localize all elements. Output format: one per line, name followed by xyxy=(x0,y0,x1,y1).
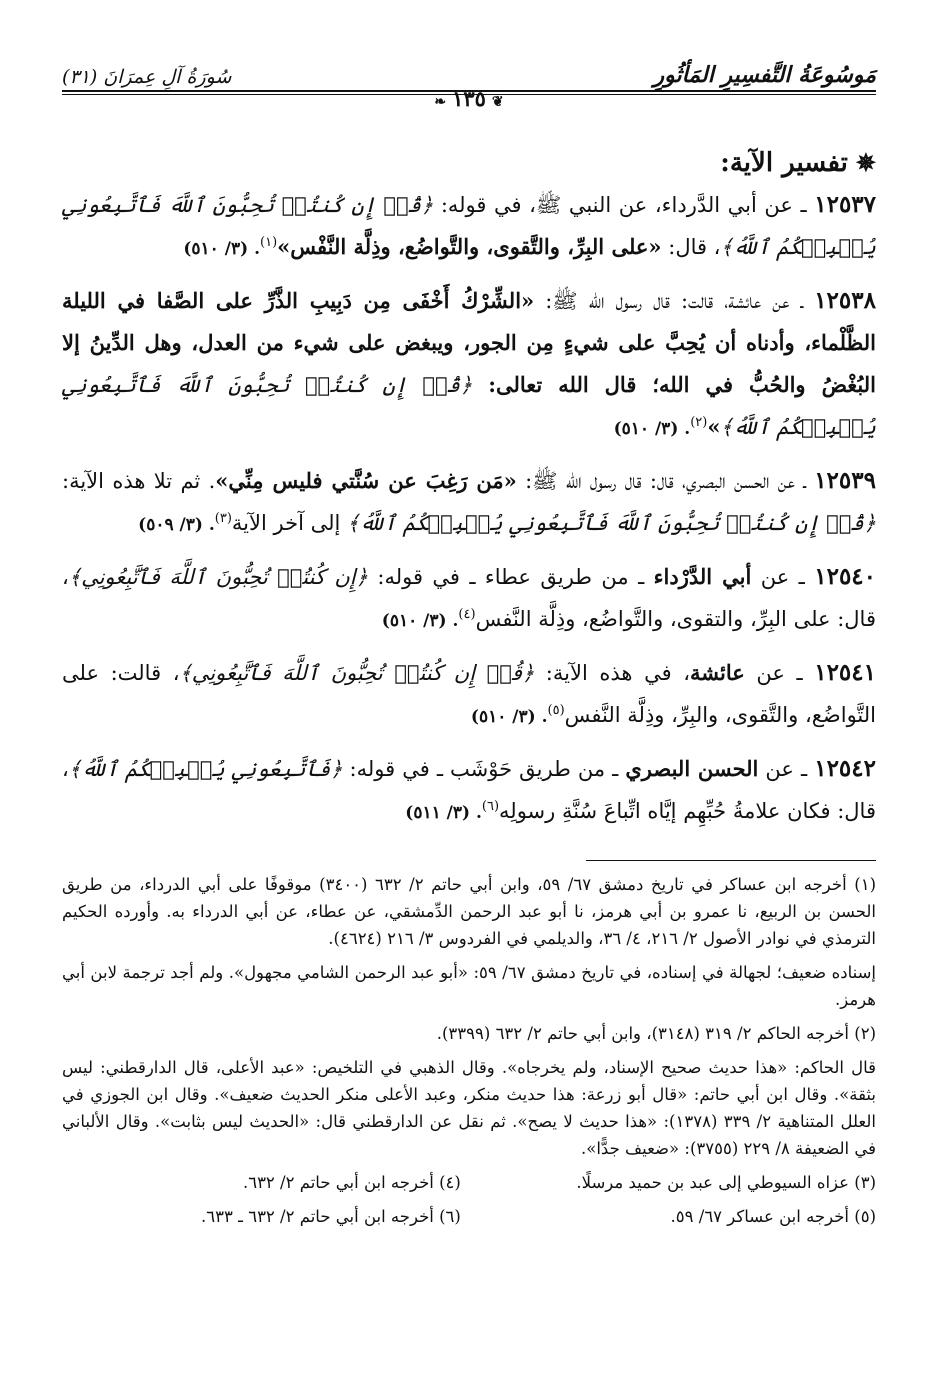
footnote-row xyxy=(62,1169,876,1196)
footnote-separator xyxy=(586,860,876,861)
footnote: (٢) أخرجه الحاكم ٢/ ٣١٩ (٣١٤٨)، وابن أبي حاتم ٢/ ٦٣٢ (٣٣٩٩). xyxy=(436,1024,876,1043)
entry: ١٢٥٣٧ ـ عن أبي الدَّرداء، عن النبي ﷺ، في قوله: ﴿قُلۡ إِن كُنتُمۡ تُحِبُّونَ ٱللَّهَ فَٱتَّبِعُونِي يُحۡبِبۡكُمُ ٱللَّهُ﴾، قال: «على البِرِّ، والتَّقوى، والتَّواضُع، وذِلَّة النَّفْس»$^{(١)}$. (٣/ ٥١٠) xyxy=(62,191,877,259)
hadith-text: «على البِرِّ، والتَّقوى، والتَّواضُع، وذِلَّة النَّفْس» xyxy=(277,234,662,259)
footnote-marker[interactable]: (٢) xyxy=(690,415,708,430)
volume-reference: . (٣/ ٥١٠) xyxy=(613,419,691,439)
page-header xyxy=(62,56,876,111)
footnote-marker[interactable]: (٦) xyxy=(481,799,500,814)
footnote: (٣) عزاه السيوطي إلى عبد بن حميد مرسلًا. xyxy=(576,1173,876,1192)
hadith-text: «مَن رَغِبَ عن سُنَّتي فليس مِنِّي» xyxy=(215,468,517,493)
volume-reference: . (٣/ ٥١٠) xyxy=(381,611,459,631)
page-number: ١٣٥ xyxy=(452,86,486,111)
volume-reference: . (٣/ ٥١١) xyxy=(405,803,482,823)
quran-verse: ﴿قُلۡ إِن كُنتُمۡ تُحِبُّونَ ٱللَّهَ فَٱتَّبِعُونِي﴾ xyxy=(179,661,535,685)
entry: ١٢٥٣٨ ـ عن عائشة، قالت: قال رسول الله ﷺ: «الشِّرْكُ أَخْفَى مِن دَبِيبِ الذَّرِّ على الصَّفا في الليلة الظَّلْماء، وأدناه أن يُحِبَّ على شيءٍ مِن الجور، ويبغض على شيء من العدل، وهل الدِّينُ إلا البُغْضُ والحُبُّ في الله؛ قال الله تعالى: ﴿قُلۡ إِن كُنتُمۡ تُحِبُّونَ ٱللَّهَ فَٱتَّبِعُونِي يُحۡبِبۡكُمُ ٱللَّهُ﴾»$^{(٢)}$. (٣/ ٥١٠) xyxy=(62,287,876,439)
footnote: (٤) أخرجه ابن أبي حاتم ٢/ ٦٣٢. xyxy=(242,1173,461,1192)
footnote: (١) أخرجه ابن عساكر في تاريخ دمشق ٦٧/ ٥٩، وابن أبي حاتم ٢/ ٦٣٢ (٣٤٠٠) موقوفًا على أبي الدرداء، من طريق الحسن بن الربيع، نا عمرو بن أبي هرمز، نا أبو عبد الرحمن الدِّمشقي، عن عطاء، عن أبي الدرداء به. وأورده الحكيم الترمذي في نوادر الأصول ٢/ ٢١٦، ٤/ ٣٦، والديلمي في الفردوس ٣/ ٢١٦ (٤٦٢٤). xyxy=(62,875,876,948)
entry-number: ١٢٥٣٧ xyxy=(814,191,877,218)
quran-verse: ﴿قُلۡ إِن كُنتُمۡ تُحِبُّونَ ٱللَّهَ فَٱتَّبِعُونِي يُحۡبِبۡكُمُ ٱللَّهُ﴾ xyxy=(347,511,876,535)
volume-reference: . (٣/ ٥٠٩) xyxy=(138,515,215,535)
entry: ١٢٥٤١ ـ عن عائشة، في هذه الآية: ﴿قُلۡ إِن كُنتُمۡ تُحِبُّونَ ٱللَّهَ فَٱتَّبِعُونِي﴾، قالت: على التَّواضُع، والتَّقوى، والبِرِّ، وذِلَّة النَّفس$^{(٥)}$. (٣/ ٥١٠) xyxy=(62,659,876,727)
section-title: ✵تفسير الآية: xyxy=(720,148,876,178)
volume-reference: . (٣/ ٥١٠) xyxy=(183,239,260,259)
footnote-marker[interactable]: (٥) xyxy=(547,703,565,718)
narrator-name: أبي الدَّرْداء xyxy=(653,564,752,589)
ornament-icon: ❧ xyxy=(434,94,447,110)
entry: ١٢٥٣٩ ـ عن الحسن البصري، قال: قال رسول الله ﷺ: «مَن رَغِبَ عن سُنَّتي فليس مِنِّي». ثم تلا هذه الآية: ﴿قُلۡ إِن كُنتُمۡ تُحِبُّونَ ٱللَّهَ فَٱتَّبِعُونِي يُحۡبِبۡكُمُ ٱللَّهُ﴾ إلى آخر الآية$^{(٣)}$. (٣/ ٥٠٩) xyxy=(62,467,876,535)
page-number-block xyxy=(62,86,876,111)
footnote: إسناده ضعيف؛ لجهالة في إسناده، في تاريخ دمشق ٦٧/ ٥٩: «أبو عبد الرحمن الشامي مجهول». ولم أجد ترجمة لابن أبي هرمز. xyxy=(62,963,876,1009)
hadith-text: «الشِّرْكُ أَخْفَى مِن دَبِيبِ الذَّرِّ على الصَّفا في الليلة الظَّلْماء، وأدناه أن يُحِبَّ على شيءٍ مِن الجور، ويبغض على شيء من العدل، وهل الدِّينُ إلا البُغْضُ والحُبُّ في الله؛ قال الله تعالى: xyxy=(62,288,876,397)
star-ornament-icon: ✵ xyxy=(855,148,876,177)
footnote-marker[interactable]: (١) xyxy=(260,235,278,250)
footnote: قال الحاكم: «هذا حديث صحيح الإسناد، ولم يخرجاه». وقال الذهبي في التلخيص: «عبد الأعلى، قال الدارقطني: ليس بثقة». وقال ابن أبي حاتم: «قال أبو زرعة: هذا حديث منكر، وعبد الأعلى منكر الحديث ضعيف». وقال ابن الجوزي في العلل المتناهية ٢/ ٣٣٩ (١٣٧٨): «هذا حديث لا يصح». ثم نقل عن الدارقطني قال: «الحديث ليس بثابت». وقال الألباني في الضعيفة ٨/ ٢٢٩ (٣٧٥٥): «ضعيف جدًّا». xyxy=(62,1058,876,1158)
quran-verse: ﴿قُلۡ إِن كُنتُمۡ تُحِبُّونَ ٱللَّهَ فَٱتَّبِعُونِي يُحۡبِبۡكُمُ ٱللَّهُ﴾ xyxy=(62,373,876,439)
entry: ١٢٥٤٠ ـ عن أبي الدَّرْداء ـ من طريق عطاء ـ في قوله: ﴿إِن كُنتُمۡ تُحِبُّونَ ٱللَّهَ فَٱتَّبِعُونِي﴾، قال: على البِرِّ، والتقوى، والتَّواضُع، وذِلَّة النَّفس$^{(٤)}$. (٣/ ٥١٠) xyxy=(62,563,877,631)
quran-verse: ﴿فَٱتَّبِعُونِي يُحۡبِبۡكُمُ ٱللَّهُ﴾ xyxy=(68,757,343,781)
volume-reference: . (٣/ ٥١٠) xyxy=(470,707,548,727)
footnote: (٦) أخرجه ابن أبي حاتم ٢/ ٦٣٢ ـ ٦٣٣. xyxy=(201,1207,461,1226)
quran-verse: ﴿قُلۡ إِن كُنتُمۡ تُحِبُّونَ ٱللَّهَ فَٱتَّبِعُونِي يُحۡبِبۡكُمُ ٱللَّهُ﴾ xyxy=(62,193,876,259)
entry-number: ١٢٥٣٨ xyxy=(814,287,876,314)
ornament-icon: ❦ xyxy=(491,94,504,110)
entry-number: ١٢٥٤٢ xyxy=(814,755,876,782)
entry: ١٢٥٤٢ ـ عن الحسن البصري ـ من طريق حَوْشَب ـ في قوله: ﴿فَٱتَّبِعُونِي يُحۡبِبۡكُمُ ٱللَّهُ﴾، قال: فكان علامةُ حُبِّهِم إيَّاه اتِّباعَ سُنَّةِ رسولِه$^{(٦)}$. (٣/ ٥١١) xyxy=(62,755,876,823)
surah-label: سُورَةُ آلِ عِمرَانَ (٣١) xyxy=(62,66,232,88)
entry-number: ١٢٥٤٠ xyxy=(814,563,877,590)
footnote: (٥) أخرجه ابن عساكر ٦٧/ ٥٩. xyxy=(670,1207,876,1226)
footnotes xyxy=(62,871,876,1230)
entry-number: ١٢٥٣٩ xyxy=(814,467,876,494)
book-title: مَوسُوعَةُ التَّفسِيرِ المَأثُورِ xyxy=(653,62,876,88)
entry-number: ١٢٥٤١ xyxy=(814,659,876,686)
narrator-name: عائشة xyxy=(689,660,745,685)
footnote-marker[interactable]: (٤) xyxy=(458,607,476,622)
quran-verse: ﴿إِن كُنتُمۡ تُحِبُّونَ ٱللَّهَ فَٱتَّبِعُونِي﴾ xyxy=(68,565,368,589)
narrator-name: الحسن البصري xyxy=(625,756,759,781)
footnote-row xyxy=(62,1203,876,1230)
footnote-marker[interactable]: (٣) xyxy=(214,511,232,526)
